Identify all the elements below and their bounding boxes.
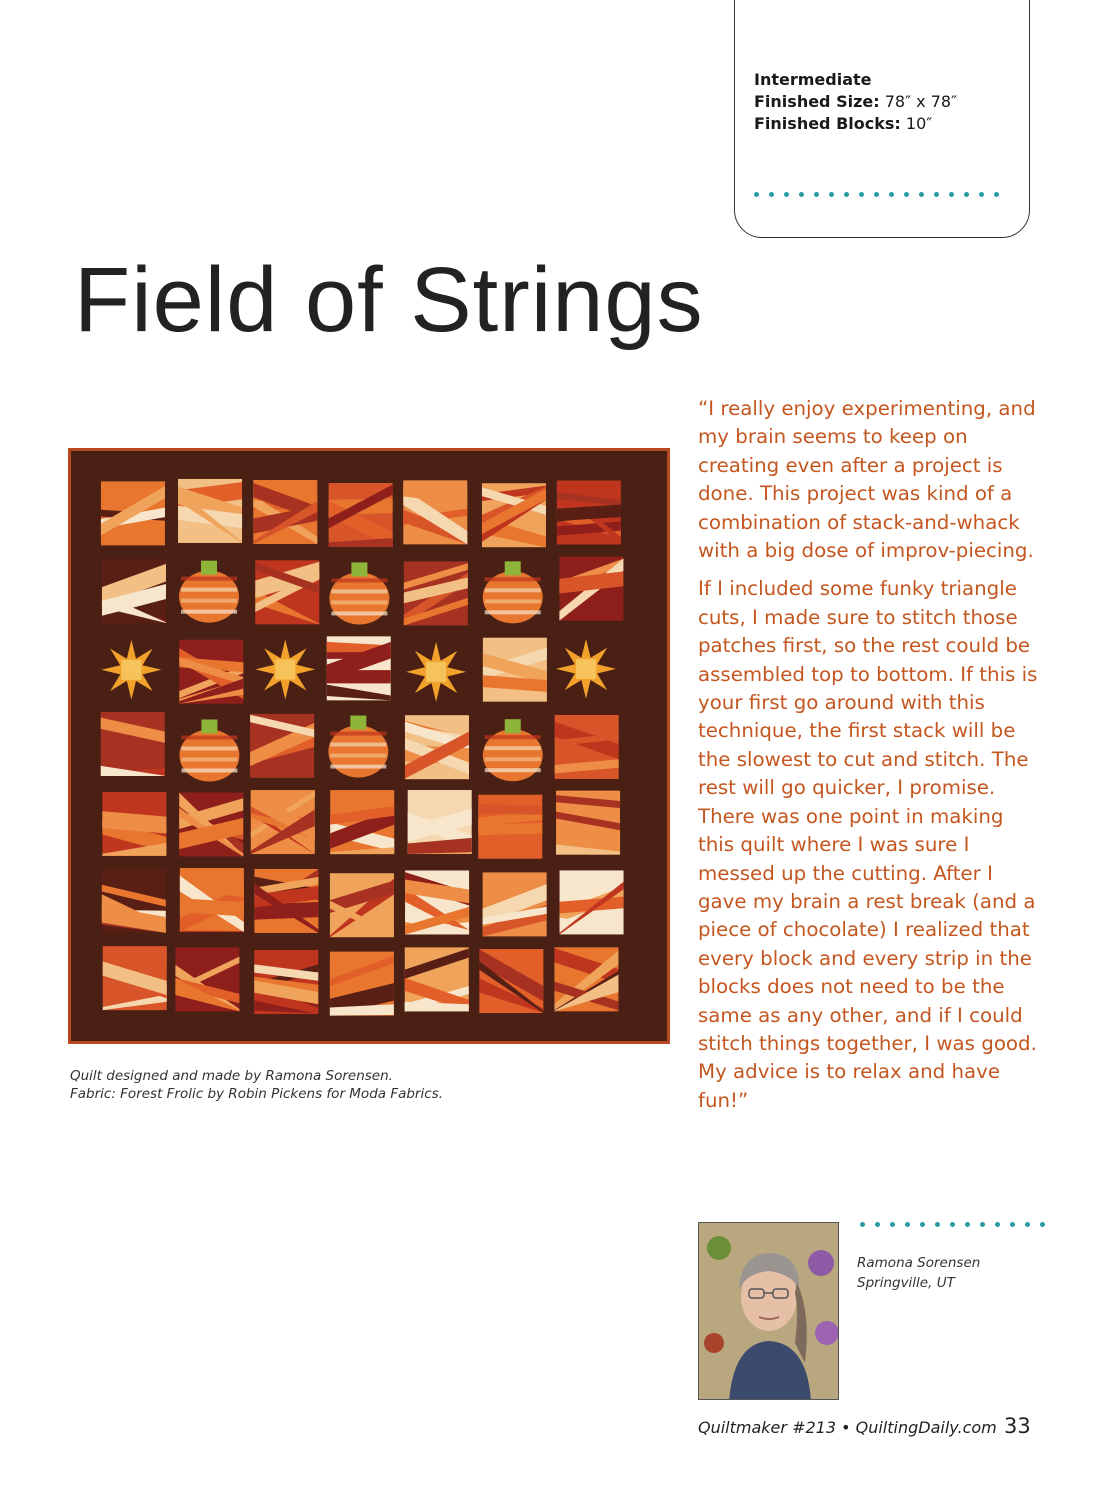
designer-photo bbox=[698, 1222, 839, 1400]
quilt-photo bbox=[68, 448, 670, 1044]
designer-bio bbox=[857, 1253, 980, 1293]
quote-paragraph-2: If I included some funky triangle cuts, I made sure to stitch those patches first, so the rest could be assembled top to bottom. If this is your first go around with this technique, the first stack will be the slowest to cut and stitch. The rest will go quicker, I promise. There was one point in making this quilt where I was sure I messed up the cutting. After I gave my brain a rest break (and a piece of chocolate) I realized that every block and every strip in the blocks does not need to be the same as any other, and if I could stitch things together, I was good. My advice is to relax and have fun!” bbox=[698, 577, 1038, 1112]
bio-dot-divider bbox=[860, 1222, 1045, 1227]
designer-name: Ramona Sorensen bbox=[857, 1255, 981, 1271]
designer-portrait-icon bbox=[699, 1223, 839, 1400]
finished-blocks-value: 10″ bbox=[905, 114, 933, 133]
designer-quote bbox=[698, 395, 1043, 1125]
info-dot-divider bbox=[754, 192, 999, 197]
photo-caption bbox=[70, 1067, 443, 1103]
page-title: Field of Strings bbox=[74, 249, 704, 351]
finished-size-value: 78″ x 78″ bbox=[884, 92, 958, 111]
quote-paragraph-1: “I really enjoy experimenting, and my brain seems to keep on creating even after a project is done. This project was kind of a combination of stack-and-whack with a big dose of improv-piecing. bbox=[698, 397, 1036, 563]
quilt-illustration bbox=[71, 451, 667, 1041]
caption-line-1: Quilt designed and made by Ramona Sorensen. bbox=[70, 1068, 393, 1084]
skill-level: Intermediate bbox=[754, 70, 872, 89]
designer-location: Springville, UT bbox=[857, 1275, 955, 1291]
footer-publication: Quiltmaker #213 • QuiltingDaily.com bbox=[698, 1418, 997, 1437]
project-info bbox=[754, 69, 957, 135]
finished-size-label: Finished Size: bbox=[754, 92, 880, 111]
finished-blocks-label: Finished Blocks: bbox=[754, 114, 901, 133]
caption-line-2: Fabric: Forest Frolic by Robin Pickens for Moda Fabrics. bbox=[70, 1086, 443, 1102]
page-number: 33 bbox=[1004, 1414, 1031, 1438]
project-info-box bbox=[734, 0, 1030, 238]
